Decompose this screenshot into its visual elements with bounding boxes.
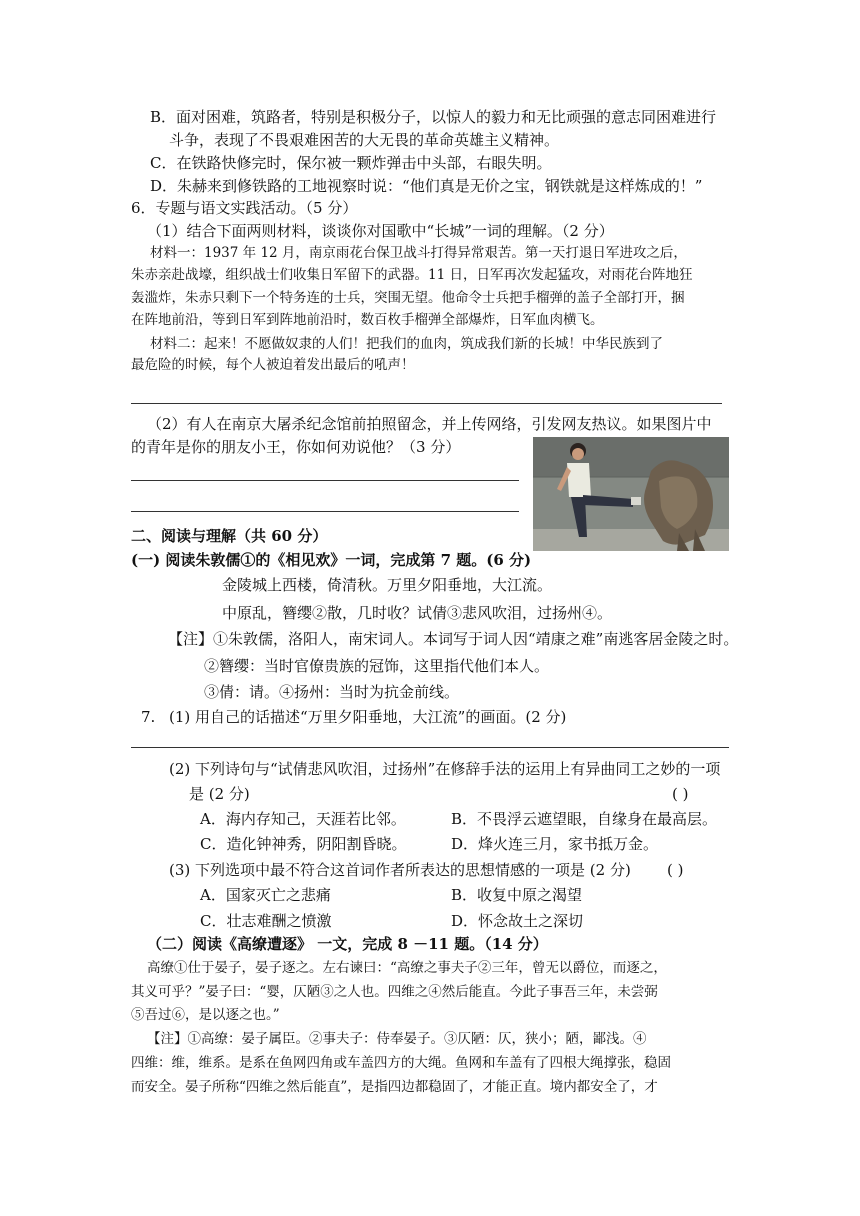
- q5-option-c: C．在铁路快修完时，保尔被一颗炸弹击中头部，右眼失明。: [150, 154, 552, 172]
- q6-material2-line2: 最危险的时候，每个人被迫着发出最后的吼声！: [131, 357, 415, 373]
- part1-heading: (一) 阅读朱敦儒①的《相见欢》一词，完成第 7 题。(6 分): [131, 551, 532, 569]
- memorial-photo: [533, 437, 729, 551]
- q6-sub2-line2: 的青年是你的朋友小王，你如何劝说他？（3 分）: [131, 438, 461, 456]
- part2-note-line1: 【注】①高缭：晏子属臣。②事夫子：侍奉晏子。③仄陋：仄，狭小；陋，鄙浅。④: [147, 1031, 647, 1047]
- q5-option-b-line2: 斗争，表现了不畏艰难困苦的大无畏的革命英雄主义精神。: [169, 131, 560, 149]
- answer-line[interactable]: [131, 403, 722, 404]
- q7-number: 7.: [141, 708, 156, 726]
- part2-text-line1: 高缭①仕于晏子，晏子逐之。左右谏曰：“高缭之事夫子②三年，曾无以爵位，而逐之，: [147, 960, 667, 976]
- q7-sub2-line1: (2) 下列诗句与“试倩悲风吹泪，过扬州”在修辞手法的运用上有异曲同工之妙的一项: [169, 760, 721, 778]
- poem-note1: 【注】①朱敦儒，洛阳人，南宋词人。本词写于词人因“靖康之难”南逃客居金陵之时。: [168, 630, 739, 648]
- memorial-photo-illustration: [533, 437, 729, 551]
- q7-sub2-option-d: D．烽火连三月，家书抵万金。: [451, 835, 659, 853]
- q6-material1-line2: 朱赤亲赴战壕，组织战士们收集日军留下的武器。11 日，日军再次发起猛攻，对雨花台阵地狂: [131, 267, 693, 283]
- q7-sub2-option-b: B．不畏浮云遮望眼，自缘身在最高层。: [451, 810, 718, 828]
- q5-option-d: D．朱赫来到修铁路的工地视察时说：“他们真是无价之宝，钢铁就是这样炼成的！”: [150, 177, 703, 195]
- q7-sub2-line2: 是 (2 分): [189, 785, 250, 803]
- q7-sub3-answer-bracket[interactable]: ( ): [667, 861, 684, 879]
- q7-sub2-option-c: C．造化钟神秀，阴阳割昏晓。: [200, 835, 407, 853]
- q7-sub3-option-c: C．壮志难酬之愤激: [200, 912, 332, 930]
- part2-text-line3: ⑤吾过⑥，是以逐之也。”: [131, 1007, 280, 1023]
- q6-sub2-line1: （2）有人在南京大屠杀纪念馆前拍照留念，并上传网络，引发网友热议。如果图片中: [147, 415, 712, 433]
- q7-sub2-option-a: A．海内存知己，天涯若比邻。: [200, 810, 406, 828]
- section2-heading: 二、阅读与理解（共 60 分）: [131, 527, 328, 545]
- q7-sub3: (3) 下列选项中最不符合这首词作者所表达的思想情感的一项是 (2 分): [169, 861, 631, 879]
- q7-sub3-option-d: D．怀念故土之深切: [451, 912, 584, 930]
- q6-sub1: （1）结合下面两则材料，谈谈你对国歌中“长城”一词的理解。（2 分）: [147, 222, 614, 240]
- q6-material1-line3: 轰滥炸，朱赤只剩下一个特务连的士兵，突围无望。他命令士兵把手榴弹的盖子全部打开，捆: [131, 290, 685, 306]
- q6-heading: 6．专题与语文实践活动。（5 分）: [131, 199, 358, 217]
- answer-line[interactable]: [131, 480, 519, 481]
- q7-sub2-answer-bracket[interactable]: ( ): [672, 785, 689, 803]
- q5-option-b-line1: B．面对困难，筑路者，特别是积极分子，以惊人的毅力和无比顽强的意志同困难进行: [150, 108, 717, 126]
- part2-text-line2: 其义可乎？”晏子曰：“婴，仄陋③之人也。四维之④然后能直。今此子事吾三年，未尝弼: [131, 984, 658, 1000]
- part2-heading: （二）阅读《高缭遭逐》 一文，完成 8 －11 题。（14 分）: [147, 935, 548, 953]
- q6-material2-line1: 材料二：起来！不愿做奴隶的人们！把我们的血肉，筑成我们新的长城！中华民族到了: [150, 336, 663, 352]
- answer-line[interactable]: [131, 511, 519, 512]
- q6-material1-line4: 在阵地前沿，等到日军到阵地前沿时，数百枚手榴弹全部爆炸，日军血肉横飞。: [131, 312, 604, 328]
- poem-line2: 中原乱，簪缨②散，几时收？试倩③悲风吹泪，过扬州④。: [222, 604, 613, 622]
- q7-sub3-option-b: B．收复中原之渴望: [451, 886, 583, 904]
- q6-material1-line1: 材料一：1937 年 12 月，南京雨花台保卫战斗打得异常艰苦。第一天打退日军进攻之后，: [150, 245, 687, 261]
- part2-note-line2: 四维：维，维系。是系在鱼网四角或车盖四方的大绳。鱼网和车盖有了四根大绳撑张，稳固: [131, 1055, 671, 1071]
- poem-note2: ②簪缨：当时官僚贵族的冠饰，这里指代他们本人。: [204, 657, 550, 675]
- answer-line[interactable]: [131, 747, 729, 748]
- q7-sub3-option-a: A．国家灭亡之悲痛: [200, 886, 331, 904]
- part2-note-line3: 而安全。晏子所称“四维之然后能直”，是指四边都稳固了，才能正直。境内都安全了，才: [131, 1079, 658, 1095]
- poem-note3: ③倩：请。④扬州：当时为抗金前线。: [204, 683, 460, 701]
- q7-sub1: (1) 用自己的话描述“万里夕阳垂地，大江流”的画面。(2 分): [169, 708, 567, 726]
- poem-line1: 金陵城上西楼，倚清秋。万里夕阳垂地，大江流。: [222, 576, 553, 594]
